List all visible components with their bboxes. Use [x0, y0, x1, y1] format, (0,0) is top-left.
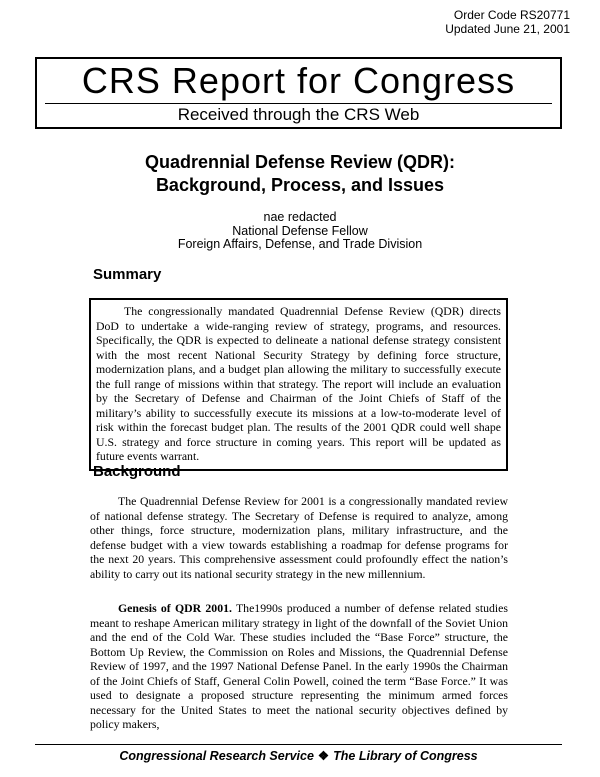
page-footer — [35, 744, 562, 763]
report-title — [0, 151, 600, 197]
genesis-paragraph — [90, 601, 508, 732]
updated-date: Updated June 21, 2001 — [445, 22, 570, 36]
genesis-text: The1990s produced a number of defense related studies meant to reshape American military strategy in light of the downfall of the Soviet Union and the end of the Cold War. These studies included the “Base Force” structure, the Bottom Up Review, the Commission on Roles and Missions, the Quadrennial Defense Review of 1997, and the 1997 National Defense Panel. In the early 1990s the Chairman of the Joint Chiefs of Staff, General Colin Powell, coined the term “Base Force.” It was used to designate a proposed structure representing the minimum armed forces necessary for the United States to meet the national security objectives defined by policy makers, — [90, 601, 508, 731]
masthead-title: CRS Report for Congress — [81, 60, 516, 101]
report-title-line2: Background, Process, and Issues — [155, 175, 445, 195]
diamond-icon: ❖ — [317, 749, 330, 763]
masthead-box — [35, 57, 562, 129]
summary-text: The congressionally mandated Quadrennial Defense Review (QDR) directs DoD to undertake a wide-ranging review of strategy, programs, and resources. Specifically, the QDR is expected to delineate a national defense strategy consistent with the most recent National Security Strategy by defining force structure, modernization plans, and a budget plan allowing the military to successfully execute the full range of missions within that strategy. The report will include an evaluation by the Secretary of Defense and Chairman of the Joint Chiefs of Staff of the military’s ability to successfully execute its missions at a low-to-moderate level of risk within the forecast budget plan. The results of the 2001 QDR could well shape U.S. strategy and force structure in coming years. This report will be updated as future events warrant. — [96, 304, 501, 463]
background-paragraph: The Quadrennial Defense Review for 2001 is a congressionally mandated review of national defense strategy. The Secretary of Defense is required to analyze, among other things, force structure, modernization plans, military infrastructure, and the defense budget with a view towards establishing a roadmap for defense programs for the next 20 years. This comprehensive assessment could profoundly effect the nation’s ability to carry out its national security strategy in the new millennium. — [90, 494, 508, 581]
footer-org: Congressional Research Service — [119, 749, 314, 763]
masthead-subtitle: Received through the CRS Web — [177, 105, 420, 124]
background-heading: Background — [93, 463, 181, 480]
author-division: Foreign Affairs, Defense, and Trade Division — [177, 237, 423, 251]
byline — [0, 211, 600, 252]
order-code: Order Code RS20771 — [453, 8, 570, 22]
summary-box — [89, 298, 508, 471]
genesis-lead-in: Genesis of QDR 2001. — [118, 601, 232, 615]
author-name: nae redacted — [263, 210, 337, 224]
summary-heading: Summary — [93, 266, 162, 283]
document-meta — [445, 8, 570, 36]
report-title-line1: Quadrennial Defense Review (QDR): — [144, 152, 456, 172]
footer-library: The Library of Congress — [333, 749, 478, 763]
author-role: National Defense Fellow — [232, 223, 368, 238]
